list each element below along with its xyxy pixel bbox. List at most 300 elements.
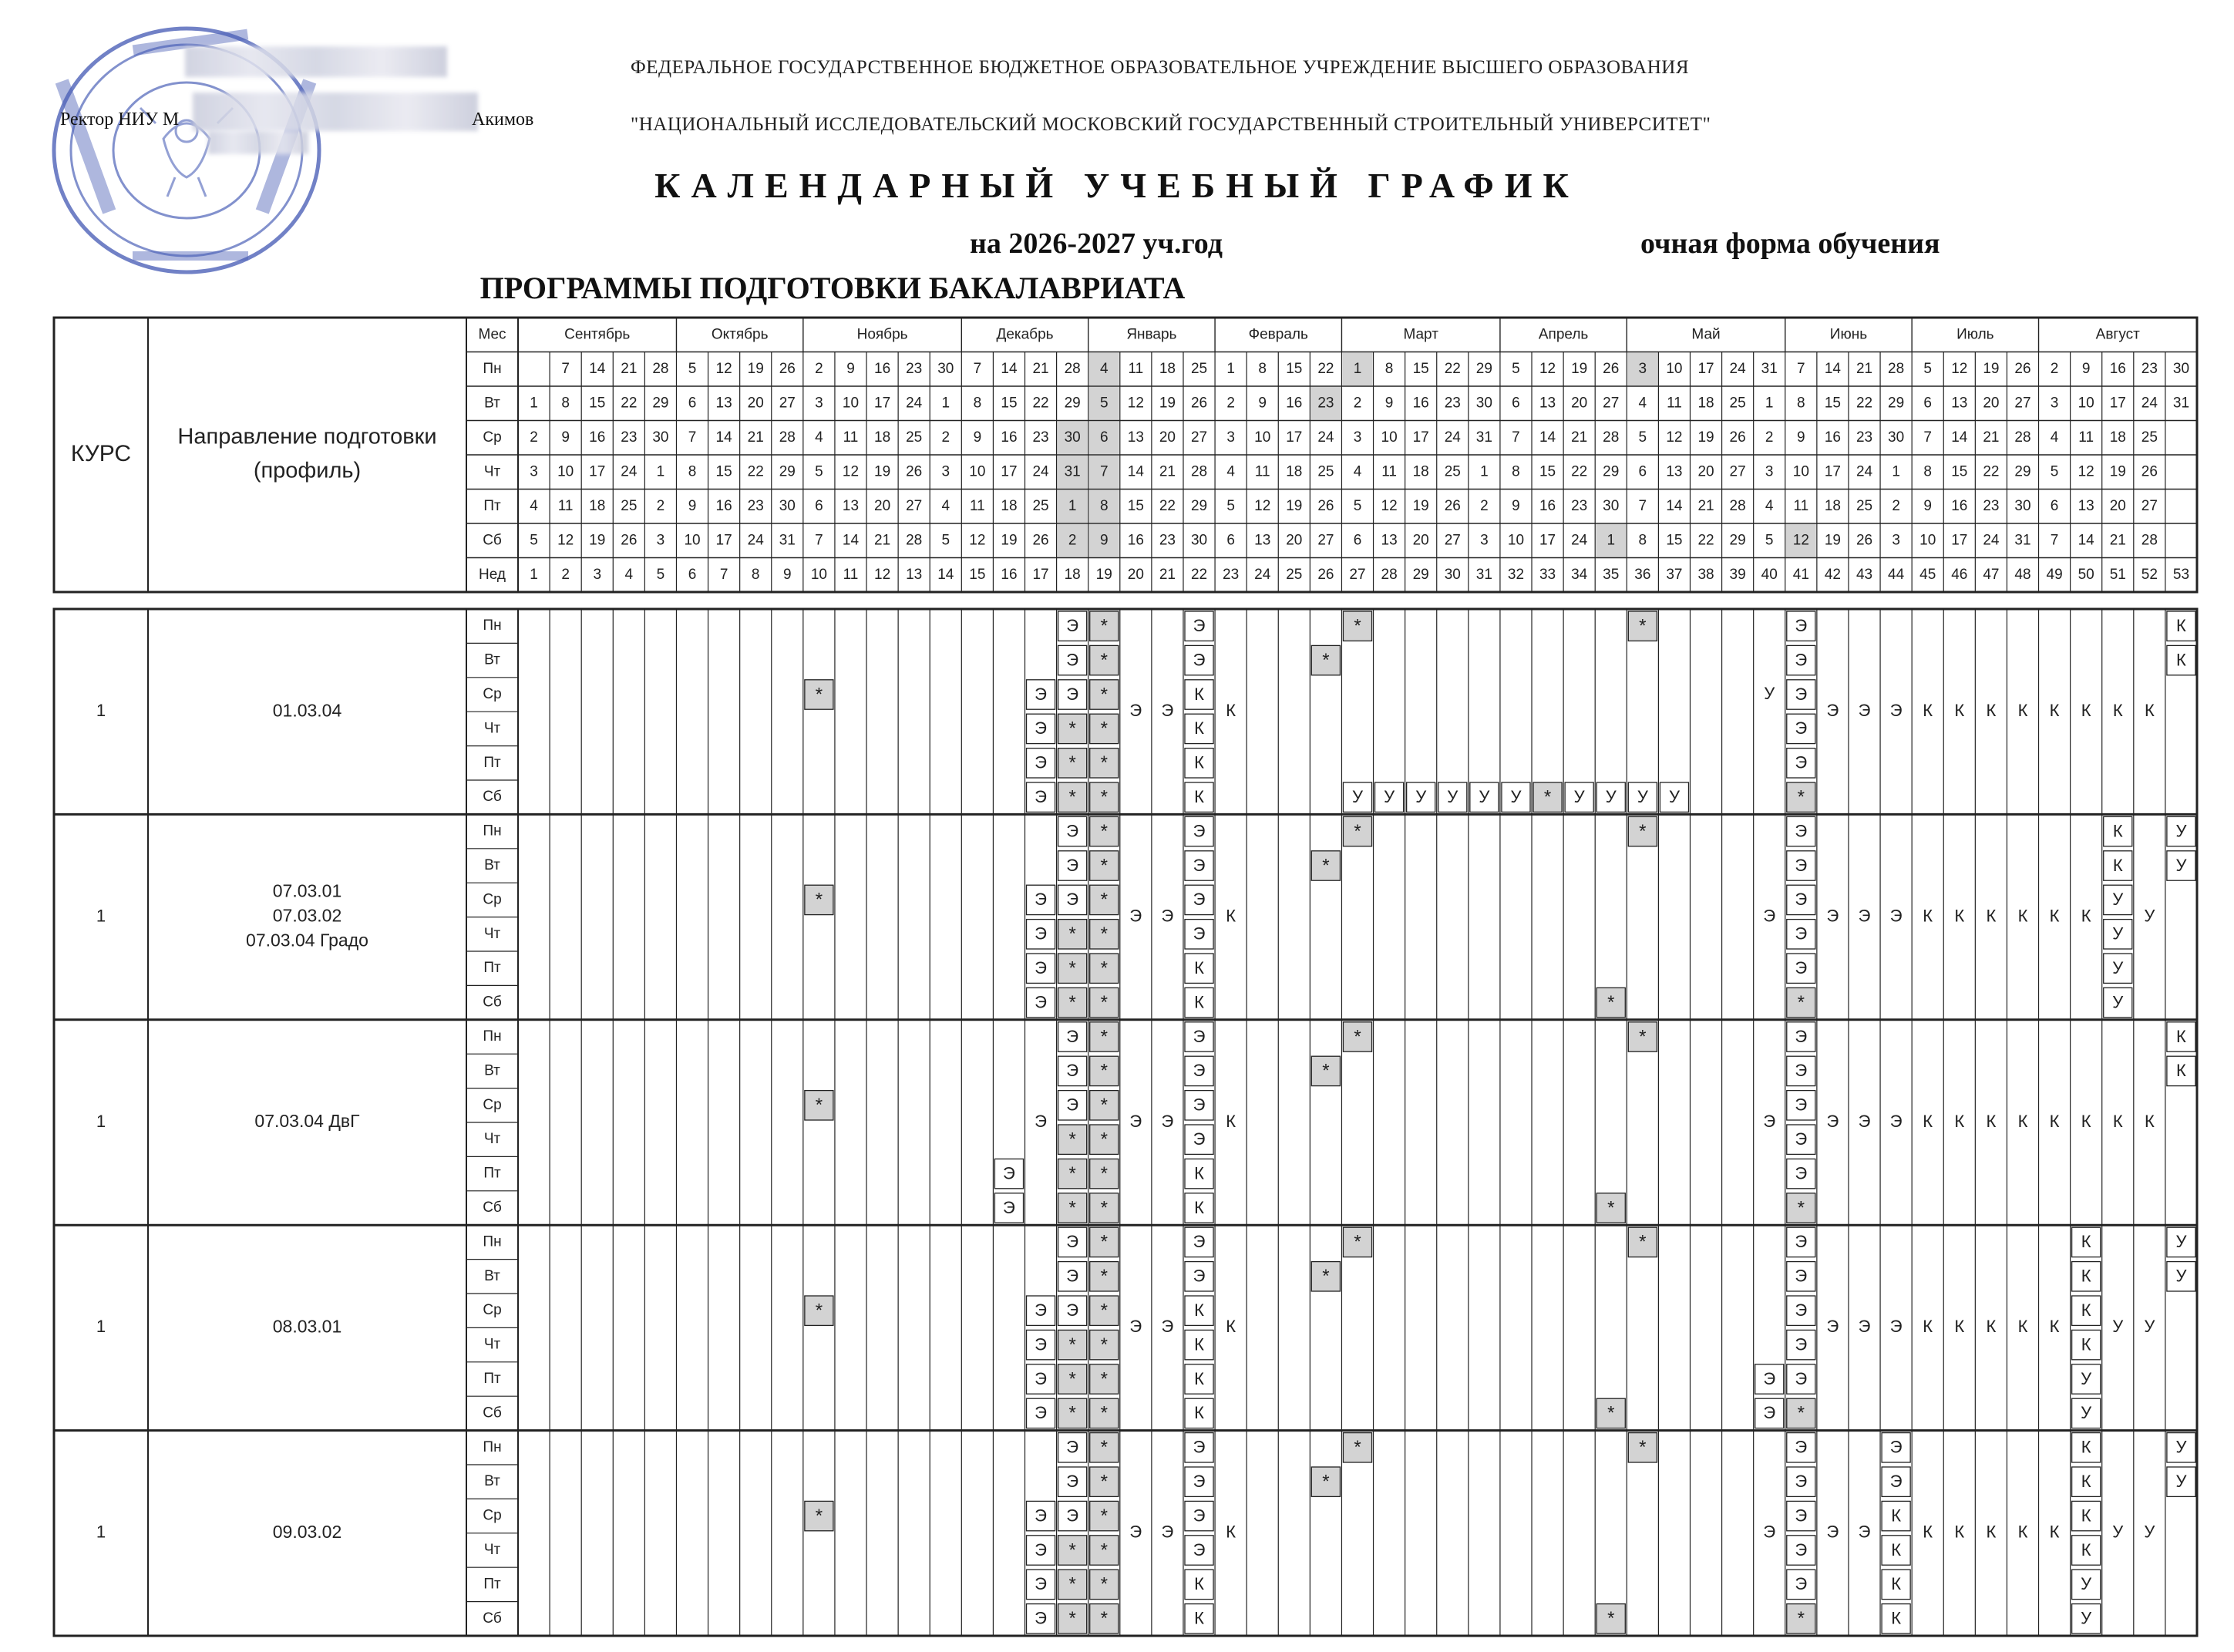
academic-year: на 2026-2027 уч.год [970, 227, 1223, 260]
date-cell: 20 [1412, 532, 1429, 549]
date-cell: 12 [1951, 360, 1968, 377]
date-cell: 29 [779, 463, 796, 480]
schedule-mark: Э [1066, 1232, 1079, 1252]
schedule-mark: Э [1193, 1129, 1206, 1149]
date-cell: 30 [1888, 429, 1905, 446]
schedule-mark: К [2176, 616, 2186, 636]
date-cell: 30 [652, 429, 669, 446]
schedule-mark: К [1891, 1539, 1902, 1559]
period-mark: Э [1889, 906, 1903, 926]
month-label: Июнь [1829, 326, 1868, 343]
date-cell: 3 [1638, 360, 1647, 377]
date-cell: 10 [1254, 429, 1271, 446]
schedule-mark: Э [1763, 1403, 1776, 1423]
schedule-mark: У [1479, 787, 1490, 807]
schedule-mark: К [1194, 1574, 1204, 1594]
week-number: 14 [937, 566, 954, 583]
date-cell: 4 [1226, 463, 1235, 480]
schedule-mark: Э [1193, 1026, 1206, 1046]
month-label: Апрель [1538, 326, 1589, 343]
date-cell: 21 [1032, 360, 1049, 377]
schedule-mark: Э [1795, 924, 1808, 944]
date-cell: 4 [1099, 360, 1109, 377]
period-mark: Э [1129, 1317, 1142, 1337]
date-cell: 22 [1983, 463, 2000, 480]
schedule-mark: Э [1795, 1472, 1808, 1492]
schedule-mark: * [1543, 786, 1552, 808]
schedule-mark: Э [1003, 1197, 1015, 1217]
schedule-mark: К [1891, 1608, 1902, 1628]
schedule-mark: * [1068, 1162, 1076, 1184]
date-cell: 8 [1512, 463, 1520, 480]
period-mark: Э [1161, 906, 1174, 926]
date-cell: 25 [1190, 360, 1208, 377]
schedule-mark: * [1639, 820, 1647, 842]
date-cell: 4 [2050, 429, 2059, 446]
date-cell: 22 [1032, 395, 1049, 412]
period-mark: К [1226, 906, 1236, 926]
date-cell: 24 [1317, 429, 1334, 446]
kurs-header: КУРС [70, 440, 132, 466]
day-row-label: Пн [483, 360, 502, 377]
month-label: Февраль [1248, 326, 1308, 343]
date-cell: 17 [1001, 463, 1018, 480]
date-cell: 12 [969, 532, 986, 549]
date-cell: 17 [589, 463, 606, 480]
day-row-label: Сб [483, 1405, 502, 1422]
week-number: 36 [1634, 566, 1651, 583]
date-cell: 4 [530, 497, 538, 514]
period-mark: К [1923, 906, 1933, 926]
date-cell: 2 [2050, 360, 2059, 377]
schedule-mark: * [1068, 1608, 1076, 1630]
date-cell: 3 [1353, 429, 1362, 446]
date-cell: 14 [1539, 429, 1556, 446]
period-mark: К [1954, 701, 1965, 721]
date-cell: 5 [1765, 532, 1774, 549]
date-cell: 12 [1254, 497, 1271, 514]
schedule-mark: Э [1035, 1574, 1047, 1594]
period-mark: У [2144, 1522, 2155, 1542]
schedule-mark: * [1797, 1197, 1805, 1219]
date-cell: 14 [589, 360, 606, 377]
period-mark: К [2081, 701, 2091, 721]
day-row-label: Ср [483, 891, 502, 908]
period-mark: К [2049, 1522, 2060, 1542]
date-cell: 25 [1444, 463, 1461, 480]
schedule-mark: Э [1795, 1232, 1808, 1252]
date-cell: 23 [1317, 395, 1334, 412]
date-cell: 23 [906, 360, 923, 377]
direction-code: 07.03.04 ДвГ [254, 1111, 360, 1132]
date-cell: 10 [1792, 463, 1809, 480]
kurs-value: 1 [96, 1111, 106, 1131]
date-cell: 20 [1286, 532, 1303, 549]
date-cell: 9 [1923, 497, 1932, 514]
date-cell: 8 [561, 395, 570, 412]
date-cell: 21 [747, 429, 764, 446]
date-cell: 3 [2050, 395, 2059, 412]
program-title: ПРОГРАММЫ ПОДГОТОВКИ БАКАЛАВРИАТА [479, 271, 1186, 305]
period-mark: У [2112, 1522, 2124, 1542]
date-cell: 16 [589, 429, 606, 446]
date-cell: 23 [1159, 532, 1176, 549]
date-cell: 30 [1603, 497, 1620, 514]
schedule-mark: Э [1193, 1095, 1206, 1115]
date-cell: 15 [1412, 360, 1429, 377]
week-number: 38 [1697, 566, 1714, 583]
date-cell: 14 [842, 532, 860, 549]
date-cell: 19 [1412, 497, 1429, 514]
date-cell: 2 [1068, 532, 1077, 549]
day-row-label: Пт [483, 497, 501, 514]
date-cell: 28 [1190, 463, 1208, 480]
date-cell: 16 [1824, 429, 1841, 446]
week-number: 9 [783, 566, 792, 583]
week-number: 10 [810, 566, 827, 583]
date-cell: 9 [1512, 497, 1520, 514]
date-cell: 3 [656, 532, 665, 549]
week-number: 35 [1603, 566, 1620, 583]
date-cell: 1 [1068, 497, 1077, 514]
date-cell: 5 [1638, 429, 1647, 446]
date-cell: 20 [1571, 395, 1588, 412]
schedule-mark: Э [1193, 924, 1206, 944]
date-cell: 11 [557, 497, 574, 514]
schedule-mark: К [1194, 684, 1204, 704]
date-cell: 11 [1667, 395, 1682, 412]
direction-code: 01.03.04 [272, 700, 342, 721]
date-cell: 16 [1001, 429, 1018, 446]
date-cell: 28 [1888, 360, 1905, 377]
date-cell: 20 [747, 395, 764, 412]
week-number: 21 [1159, 566, 1176, 583]
schedule-mark: Э [1193, 1539, 1206, 1559]
schedule-mark: * [1100, 957, 1108, 979]
date-cell: 2 [1353, 395, 1362, 412]
period-mark: Э [1826, 1522, 1839, 1542]
schedule-mark: Э [1035, 1300, 1047, 1321]
date-cell: 27 [906, 497, 923, 514]
study-form: очная форма обучения [1640, 227, 1940, 260]
month-row-label: Мес [478, 326, 506, 343]
date-cell: 22 [1317, 360, 1334, 377]
schedule-mark: * [1100, 1095, 1108, 1116]
period-mark: Э [1161, 1111, 1174, 1131]
schedule-mark: К [1194, 992, 1204, 1012]
schedule-mark: * [1100, 1505, 1108, 1526]
period-mark: К [2049, 1317, 2060, 1337]
schedule-mark: Э [1066, 1266, 1079, 1286]
schedule-mark: Э [1066, 1437, 1079, 1457]
date-cell: 7 [1923, 429, 1932, 446]
period-mark: К [2017, 701, 2028, 721]
date-cell: 24 [2141, 395, 2158, 412]
date-cell: 29 [1729, 532, 1746, 549]
schedule-mark: * [1322, 1266, 1330, 1287]
date-cell: 17 [1697, 360, 1714, 377]
date-cell: 11 [1128, 360, 1144, 377]
date-cell: 17 [1539, 532, 1556, 549]
period-mark: К [2017, 906, 2028, 926]
schedule-mark: * [1607, 1608, 1615, 1630]
schedule-mark: * [1100, 1060, 1108, 1082]
date-cell: 14 [2078, 532, 2094, 549]
date-cell: 26 [1444, 497, 1461, 514]
schedule-mark: У [1352, 787, 1363, 807]
schedule-mark: Э [1035, 992, 1047, 1012]
day-row-label: Пт [483, 1371, 501, 1388]
period-mark: У [2112, 1317, 2124, 1337]
schedule-mark: У [1384, 787, 1395, 807]
schedule-mark: Э [1035, 787, 1047, 807]
date-cell: 2 [656, 497, 665, 514]
schedule-mark: Э [1066, 650, 1079, 670]
date-cell: 22 [621, 395, 638, 412]
schedule-mark: К [1194, 1608, 1204, 1628]
schedule-mark: Э [1889, 1472, 1903, 1492]
date-cell: 15 [1666, 532, 1683, 549]
week-number: 47 [1983, 566, 2000, 583]
date-cell: 30 [937, 360, 954, 377]
schedule-mark: * [1068, 786, 1076, 808]
day-row-label: Пн [483, 823, 502, 839]
date-cell: 28 [1603, 429, 1620, 446]
period-mark: К [1986, 1111, 1997, 1131]
date-cell: 21 [1697, 497, 1714, 514]
week-number: 42 [1824, 566, 1841, 583]
date-cell: 19 [874, 463, 891, 480]
date-cell: 5 [1923, 360, 1932, 377]
week-number: 24 [1254, 566, 1271, 583]
date-cell: 1 [1226, 360, 1235, 377]
date-cell: 16 [1539, 497, 1556, 514]
period-mark: Э [1889, 701, 1903, 721]
schedule-mark: * [1354, 615, 1361, 637]
date-cell: 19 [1001, 532, 1018, 549]
schedule-mark: Э [1795, 1437, 1808, 1457]
week-number: 15 [969, 566, 986, 583]
date-cell: 1 [1892, 463, 1900, 480]
period-mark: Э [1858, 1317, 1871, 1337]
week-number: 27 [1349, 566, 1366, 583]
date-cell: 29 [652, 395, 669, 412]
period-mark: Э [1858, 701, 1871, 721]
date-cell: 27 [1603, 395, 1620, 412]
date-cell: 17 [1412, 429, 1429, 446]
date-cell: 31 [2172, 395, 2190, 412]
schedule-mark: * [1639, 615, 1647, 637]
schedule-mark: К [2081, 1300, 2091, 1321]
period-mark: Э [1763, 1111, 1776, 1131]
date-cell: 9 [561, 429, 570, 446]
period-mark: Э [1129, 1522, 1142, 1542]
schedule-mark: Э [1066, 855, 1079, 875]
date-cell: 20 [1159, 429, 1176, 446]
direction-code: 08.03.01 [272, 1316, 342, 1337]
period-mark: К [1923, 1111, 1933, 1131]
date-cell: 16 [1951, 497, 1968, 514]
schedule-mark: * [1100, 1026, 1108, 1048]
day-row-label: Пн [483, 1438, 502, 1455]
date-cell: 8 [1638, 532, 1647, 549]
schedule-mark: * [1100, 991, 1108, 1013]
schedule-mark: * [815, 1505, 823, 1526]
date-cell: 25 [621, 497, 638, 514]
kurs-value: 1 [96, 701, 106, 721]
schedule-mark: Э [1066, 684, 1079, 704]
date-cell: 10 [1507, 532, 1525, 549]
schedule-mark: У [2081, 1403, 2092, 1423]
day-row-label: Вт [484, 651, 500, 668]
direction-header: Направление подготовки [177, 424, 437, 449]
week-number: 16 [1001, 566, 1018, 583]
week-number: 20 [1127, 566, 1144, 583]
date-cell: 18 [589, 497, 606, 514]
date-cell: 11 [970, 497, 985, 514]
day-row-label: Пн [483, 617, 502, 634]
date-cell: 24 [906, 395, 923, 412]
date-cell: 26 [2014, 360, 2031, 377]
date-cell: 13 [1666, 463, 1683, 480]
schedule-mark: * [1068, 1402, 1076, 1424]
schedule-mark: Э [1763, 1368, 1776, 1388]
schedule-mark: У [2175, 1266, 2187, 1286]
schedule-mark: Э [1795, 1163, 1808, 1183]
date-cell: 19 [589, 532, 606, 549]
date-cell: 7 [2050, 532, 2059, 549]
schedule-mark: Э [1035, 1368, 1047, 1388]
day-row-label: Пт [483, 1165, 501, 1182]
date-cell: 28 [1729, 497, 1746, 514]
schedule-mark: * [1100, 1437, 1108, 1459]
period-mark: Э [1161, 701, 1174, 721]
date-cell: 29 [2014, 463, 2031, 480]
date-cell: 19 [1286, 497, 1303, 514]
schedule-mark: Э [1795, 1095, 1808, 1115]
week-number: 19 [1095, 566, 1112, 583]
date-cell: 26 [1190, 395, 1208, 412]
date-cell: 6 [1099, 429, 1109, 446]
date-cell: 23 [621, 429, 638, 446]
date-cell: 10 [1666, 360, 1683, 377]
schedule-mark: * [1797, 1608, 1805, 1630]
schedule-mark: Э [1795, 1061, 1808, 1081]
schedule-mark: Э [1795, 1574, 1808, 1594]
schedule-mark: * [1607, 1197, 1615, 1219]
period-mark: У [2144, 1317, 2155, 1337]
date-cell: 6 [1638, 463, 1647, 480]
schedule-mark: Э [1066, 1472, 1079, 1492]
schedule-mark: * [1100, 1608, 1108, 1630]
schedule-mark: * [1354, 1231, 1361, 1253]
month-label: Октябрь [711, 326, 769, 343]
week-number: 52 [2141, 566, 2158, 583]
date-cell: 9 [1797, 429, 1805, 446]
week-number: 31 [1475, 566, 1492, 583]
date-cell: 23 [2141, 360, 2158, 377]
date-cell: 9 [1258, 395, 1267, 412]
date-cell: 21 [1855, 360, 1873, 377]
date-cell: 2 [1765, 429, 1774, 446]
schedule-mark: К [2081, 1266, 2091, 1286]
date-cell: 4 [1353, 463, 1362, 480]
date-cell: 31 [1475, 429, 1492, 446]
schedule-mark: У [1510, 787, 1522, 807]
day-row-label: Вт [484, 1062, 500, 1079]
schedule-mark: * [1068, 924, 1076, 945]
period-mark: К [1986, 701, 1997, 721]
date-cell: 4 [1638, 395, 1647, 412]
period-mark: Э [1161, 1522, 1174, 1542]
period-mark: К [2081, 906, 2091, 926]
date-cell: 15 [1127, 497, 1144, 514]
week-number: 51 [2109, 566, 2126, 583]
period-mark: У [2144, 906, 2155, 926]
date-cell: 8 [1923, 463, 1932, 480]
date-cell: 16 [2109, 360, 2126, 377]
day-row-label: Чт [483, 1131, 501, 1148]
date-cell: 7 [688, 429, 697, 446]
schedule-mark: * [1100, 684, 1108, 705]
schedule-mark: * [1068, 957, 1076, 979]
period-mark: К [1954, 1111, 1965, 1131]
schedule-mark: К [2176, 1026, 2186, 1046]
week-number: 7 [719, 566, 728, 583]
schedule-mark: У [1637, 787, 1648, 807]
date-cell: 24 [1983, 532, 2000, 549]
schedule-mark: Э [1066, 821, 1079, 841]
period-mark: К [1923, 701, 1933, 721]
schedule-mark: К [1194, 718, 1204, 739]
month-label: Декабрь [996, 326, 1054, 343]
date-cell: 11 [2078, 429, 2094, 446]
schedule-mark: К [1194, 1334, 1204, 1354]
date-cell: 15 [1286, 360, 1303, 377]
date-cell: 2 [1480, 497, 1489, 514]
date-cell: 16 [1127, 532, 1144, 549]
schedule-mark: Э [1795, 1266, 1808, 1286]
week-number: 6 [688, 566, 697, 583]
schedule-mark: У [2081, 1574, 2092, 1594]
date-cell: 27 [2014, 395, 2031, 412]
date-cell: 12 [1539, 360, 1556, 377]
direction-code: 07.03.01 [272, 880, 342, 901]
date-cell: 6 [1512, 395, 1520, 412]
schedule-mark: Э [1066, 1095, 1079, 1115]
schedule-mark: * [1100, 1129, 1108, 1150]
schedule-mark: К [1194, 1300, 1204, 1321]
day-row-label: Чт [483, 720, 501, 737]
week-number: 44 [1888, 566, 1905, 583]
date-cell: 13 [1127, 429, 1144, 446]
date-cell: 21 [1571, 429, 1588, 446]
schedule-mark: Э [1193, 1061, 1206, 1081]
date-cell: 6 [688, 395, 697, 412]
date-cell: 6 [1353, 532, 1362, 549]
kurs-value: 1 [96, 1522, 106, 1542]
schedule-mark: Э [1795, 1129, 1808, 1149]
schedule-mark: Э [1035, 1608, 1047, 1628]
date-cell: 8 [1384, 360, 1394, 377]
date-cell: 25 [1855, 497, 1873, 514]
schedule-mark: Э [1066, 1061, 1079, 1081]
rector-name: Акимов [472, 109, 534, 130]
date-cell: 3 [1226, 429, 1235, 446]
date-cell: 29 [1475, 360, 1492, 377]
schedule-mark: Э [1795, 1334, 1808, 1354]
date-cell: 7 [1099, 463, 1109, 480]
